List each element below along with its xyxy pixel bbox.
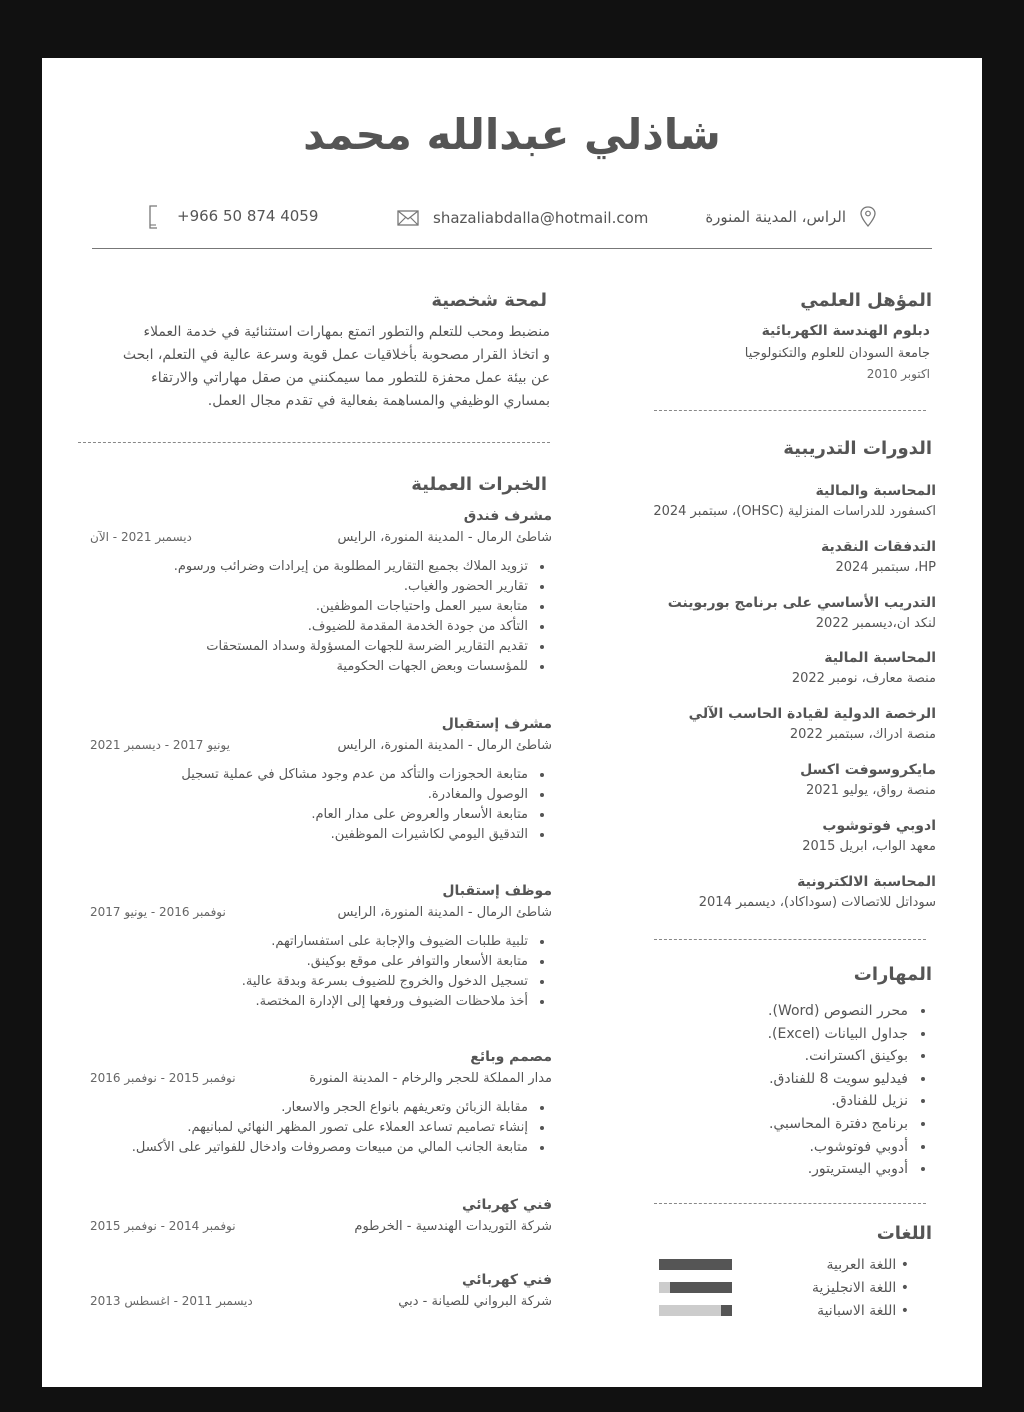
language-row [659, 1276, 909, 1299]
courses-list [622, 483, 936, 929]
language-level-bar [659, 1259, 732, 1270]
course-detail: اكسفورد للدراسات المنزلية (OHSC)، سبتمبر 2024 [653, 504, 936, 519]
education-school: جامعة السودان للعلوم والتكنولوجيا [744, 346, 930, 361]
job-meta [82, 1219, 552, 1234]
job-company: شاطئ الرمال - المدينة المنورة، الرايس [337, 530, 552, 545]
duty-item: • مقابلة الزبائن وتعريفهم بانواع الحجر والاسعار. [82, 1098, 530, 1118]
job-company: شاطئ الرمال - المدينة المنورة، الرايس [337, 905, 552, 920]
duty-item: • التأكد من جودة الخدمة المقدمة للضيوف. [82, 617, 530, 637]
job-date: نوفمبر 2016 - يونيو 2017 [90, 905, 226, 919]
section-divider [654, 410, 926, 411]
language-level-fill [670, 1282, 732, 1293]
job-title: مشرف فندق [463, 508, 552, 524]
skill-item: • أدوبي فوتوشوب. [642, 1136, 910, 1159]
job-company: شركة البرواني للصيانة - دبي [398, 1294, 552, 1309]
job-entry [82, 883, 552, 1012]
job-meta [82, 1294, 552, 1309]
duty-item: • متابعة الأسعار والعروض على مدار العام. [82, 805, 530, 825]
job-duties [82, 932, 552, 1012]
course-name: المحاسبة المالية [824, 650, 936, 667]
location-pin-icon [860, 206, 882, 228]
language-level-bar [659, 1305, 732, 1316]
job-entry [82, 716, 552, 845]
duty-item: • أخذ ملاحظات الضيوف ورفعها إلى الإدارة المختصة. [82, 992, 530, 1012]
language-name: • اللغة الاسبانية [817, 1302, 909, 1319]
course-item [622, 650, 936, 706]
section-divider [654, 939, 926, 940]
mobile-phone-icon [147, 205, 161, 227]
job-meta [82, 738, 552, 753]
job-date: نوفمبر 2015 - نوفمبر 2016 [90, 1071, 236, 1085]
job-date: نوفمبر 2014 - نوفمبر 2015 [90, 1219, 236, 1233]
duty-item: • تلبية طلبات الضيوف والإجابة على استفساراتهم. [82, 932, 530, 952]
job-title: فني كهربائي [462, 1197, 552, 1213]
job-meta [82, 530, 552, 545]
duty-item: • تقارير الحضور والغياب. [82, 577, 530, 597]
job-company: شركة التوريدات الهندسية - الخرطوم [354, 1219, 552, 1234]
course-item [622, 539, 936, 595]
profile-summary [82, 321, 550, 413]
job-date: ديسمبر 2021 - الآن [90, 530, 192, 544]
course-detail: منصة رواق، يوليو 2021 [805, 782, 936, 798]
skill-item: • برنامج دفترة المحاسبي. [642, 1113, 910, 1136]
job-date: ديسمبر 2011 - اغسطس 2013 [90, 1294, 253, 1308]
duty-item: • التدقيق اليومي لكاشيرات الموظفين. [82, 825, 530, 845]
course-detail: HP، سبتمبر 2024 [835, 559, 936, 575]
skills-heading: المهارات [853, 964, 932, 985]
job-entry [82, 508, 552, 677]
language-row [659, 1253, 909, 1276]
course-item [622, 595, 936, 651]
job-title: مشرف إستقبال [441, 716, 552, 732]
language-level-bar [659, 1282, 732, 1293]
course-item [622, 762, 936, 818]
duty-item: • تقديم التقارير الضرسة للجهات المسؤولة وسداد المستحقات [82, 637, 530, 657]
contact-email[interactable] [397, 207, 647, 229]
profile-line: عن بيئة عمل محفزة للتطور مما سيمكنني من صقل مهاراتي والارتقاء [151, 370, 550, 386]
duty-item: • متابعة الجانب المالي من مبيعات ومصروفات وادخال للفواتير على الأكسل. [82, 1138, 530, 1158]
section-divider [654, 1203, 926, 1204]
education-heading: المؤهل العلمي [800, 290, 932, 311]
course-detail: سوداتل للاتصالات (سوداكاد)، ديسمبر 2014 [698, 894, 936, 910]
job-meta [82, 905, 552, 920]
course-name: مايكروسوفت اكسل [800, 761, 936, 778]
skill-item: • جداول البيانات (Excel). [642, 1023, 910, 1046]
contact-location [704, 206, 882, 228]
duty-item: • متابعة الأسعار والتوافر على موقع بوكينق. [82, 952, 530, 972]
language-name: • اللغة العربية [826, 1256, 909, 1273]
courses-heading: الدورات التدريبية [783, 438, 932, 459]
job-duties [82, 765, 552, 845]
course-item [622, 874, 936, 930]
course-item [622, 706, 936, 762]
profile-line: منضبط ومحب للتعلم والتطور اتمتع بمهارات استثنائية في خدمة العملاء [143, 324, 550, 340]
profile-line: و اتخاذ القرار مصحوبة بأخلاقيات عمل قوية وسرعة عالية في التعلم، ابحث [122, 347, 550, 363]
skill-item: • نزيل للفنادق. [642, 1090, 910, 1113]
skill-item: • فيدليو سويت 8 للفنادق. [642, 1068, 910, 1091]
duty-item: • متابعة سير العمل واحتياجات الموظفين. [82, 597, 530, 617]
job-meta [82, 1071, 552, 1086]
languages-heading: اللغات [876, 1223, 932, 1244]
course-name: التدريب الأساسي على برنامج بوربوينت [667, 594, 936, 611]
course-item [622, 483, 936, 539]
duty-item: • إنشاء تصاميم تساعد العملاء على تصور المظهر النهائي لمبانيهم. [82, 1118, 530, 1138]
language-level-fill [659, 1259, 732, 1270]
job-entry [82, 1049, 552, 1158]
course-item [622, 818, 936, 874]
header-divider [92, 248, 932, 249]
language-name: • اللغة الانجليزية [811, 1279, 909, 1296]
job-entry [82, 1197, 552, 1234]
course-name: ادوبي فوتوشوب [822, 817, 936, 834]
job-duties [82, 557, 552, 677]
job-company: شاطئ الرمال - المدينة المنورة، الرايس [337, 738, 552, 753]
language-level-fill [721, 1305, 732, 1316]
duty-item: • للمؤسسات وبعض الجهات الحكومية [82, 657, 530, 677]
course-detail: لنكد ان،ديسمبر 2022 [815, 615, 936, 631]
course-name: المحاسبة والمالية [815, 483, 936, 499]
candidate-name: شاذلي عبدالله محمد [303, 110, 721, 159]
languages-list [659, 1253, 909, 1322]
job-date: يونيو 2017 - ديسمبر 2021 [90, 738, 230, 752]
duty-item: • متابعة الحجوزات والتأكد من عدم وجود مشاكل في عملية تسجيل [82, 765, 530, 785]
education-date: اكتوبر 2010 [866, 367, 930, 381]
skill-item: • بوكينق اكسترانت. [642, 1045, 910, 1068]
job-entry [82, 1272, 552, 1309]
job-title: موظف إستقبال [442, 883, 552, 899]
phone-text[interactable]: +966 50 874 4059 [177, 207, 319, 225]
course-detail: منصة ادراك، سبتمبر 2022 [789, 727, 936, 743]
course-name: الرخصة الدولية لقيادة الحاسب الآلي [688, 706, 936, 723]
course-name: التدفقات النقدية [821, 538, 936, 555]
course-detail: معهد الواب، ابريل 2015 [802, 838, 936, 854]
job-title: فني كهربائي [462, 1272, 552, 1288]
contact-phone[interactable] [147, 205, 347, 227]
job-company: مدار المملكة للحجر والرخام - المدينة المنورة [309, 1071, 552, 1086]
profile-line: بمساري الوظيفي والمساهمة بفعالية في تقدم مجال العمل. [207, 393, 550, 409]
duty-item: • تزويد الملاك بجميع التقارير المطلوبة من إيرادات وضرائب ورسوم. [82, 557, 530, 577]
experience-heading: الخبرات العملية [411, 474, 547, 495]
section-divider [78, 442, 550, 443]
education-degree: دبلوم الهندسة الكهربائية [761, 323, 930, 339]
skill-item: • محرر النصوص (Word). [642, 1000, 910, 1023]
skills-list [642, 1000, 932, 1181]
profile-heading: لمحة شخصية [431, 290, 547, 311]
language-row [659, 1299, 909, 1322]
duty-item: • تسجيل الدخول والخروج للضيوف بسرعة وبدقة عالية. [82, 972, 530, 992]
resume-page [42, 58, 982, 1387]
job-title: مصمم وبائع [470, 1049, 552, 1065]
envelope-icon [397, 207, 419, 229]
location-text: الراس، المدينة المنورة [705, 208, 846, 226]
course-detail: منصة معارف، نومبر 2022 [791, 671, 936, 687]
skill-item: • أدوبي اليستريتور. [642, 1158, 910, 1181]
duty-item: • الوصول والمغادرة. [82, 785, 530, 805]
course-name: المحاسبة الالكترونية [797, 873, 936, 890]
job-duties [82, 1098, 552, 1158]
email-text[interactable]: shazaliabdalla@hotmail.com [433, 209, 649, 227]
